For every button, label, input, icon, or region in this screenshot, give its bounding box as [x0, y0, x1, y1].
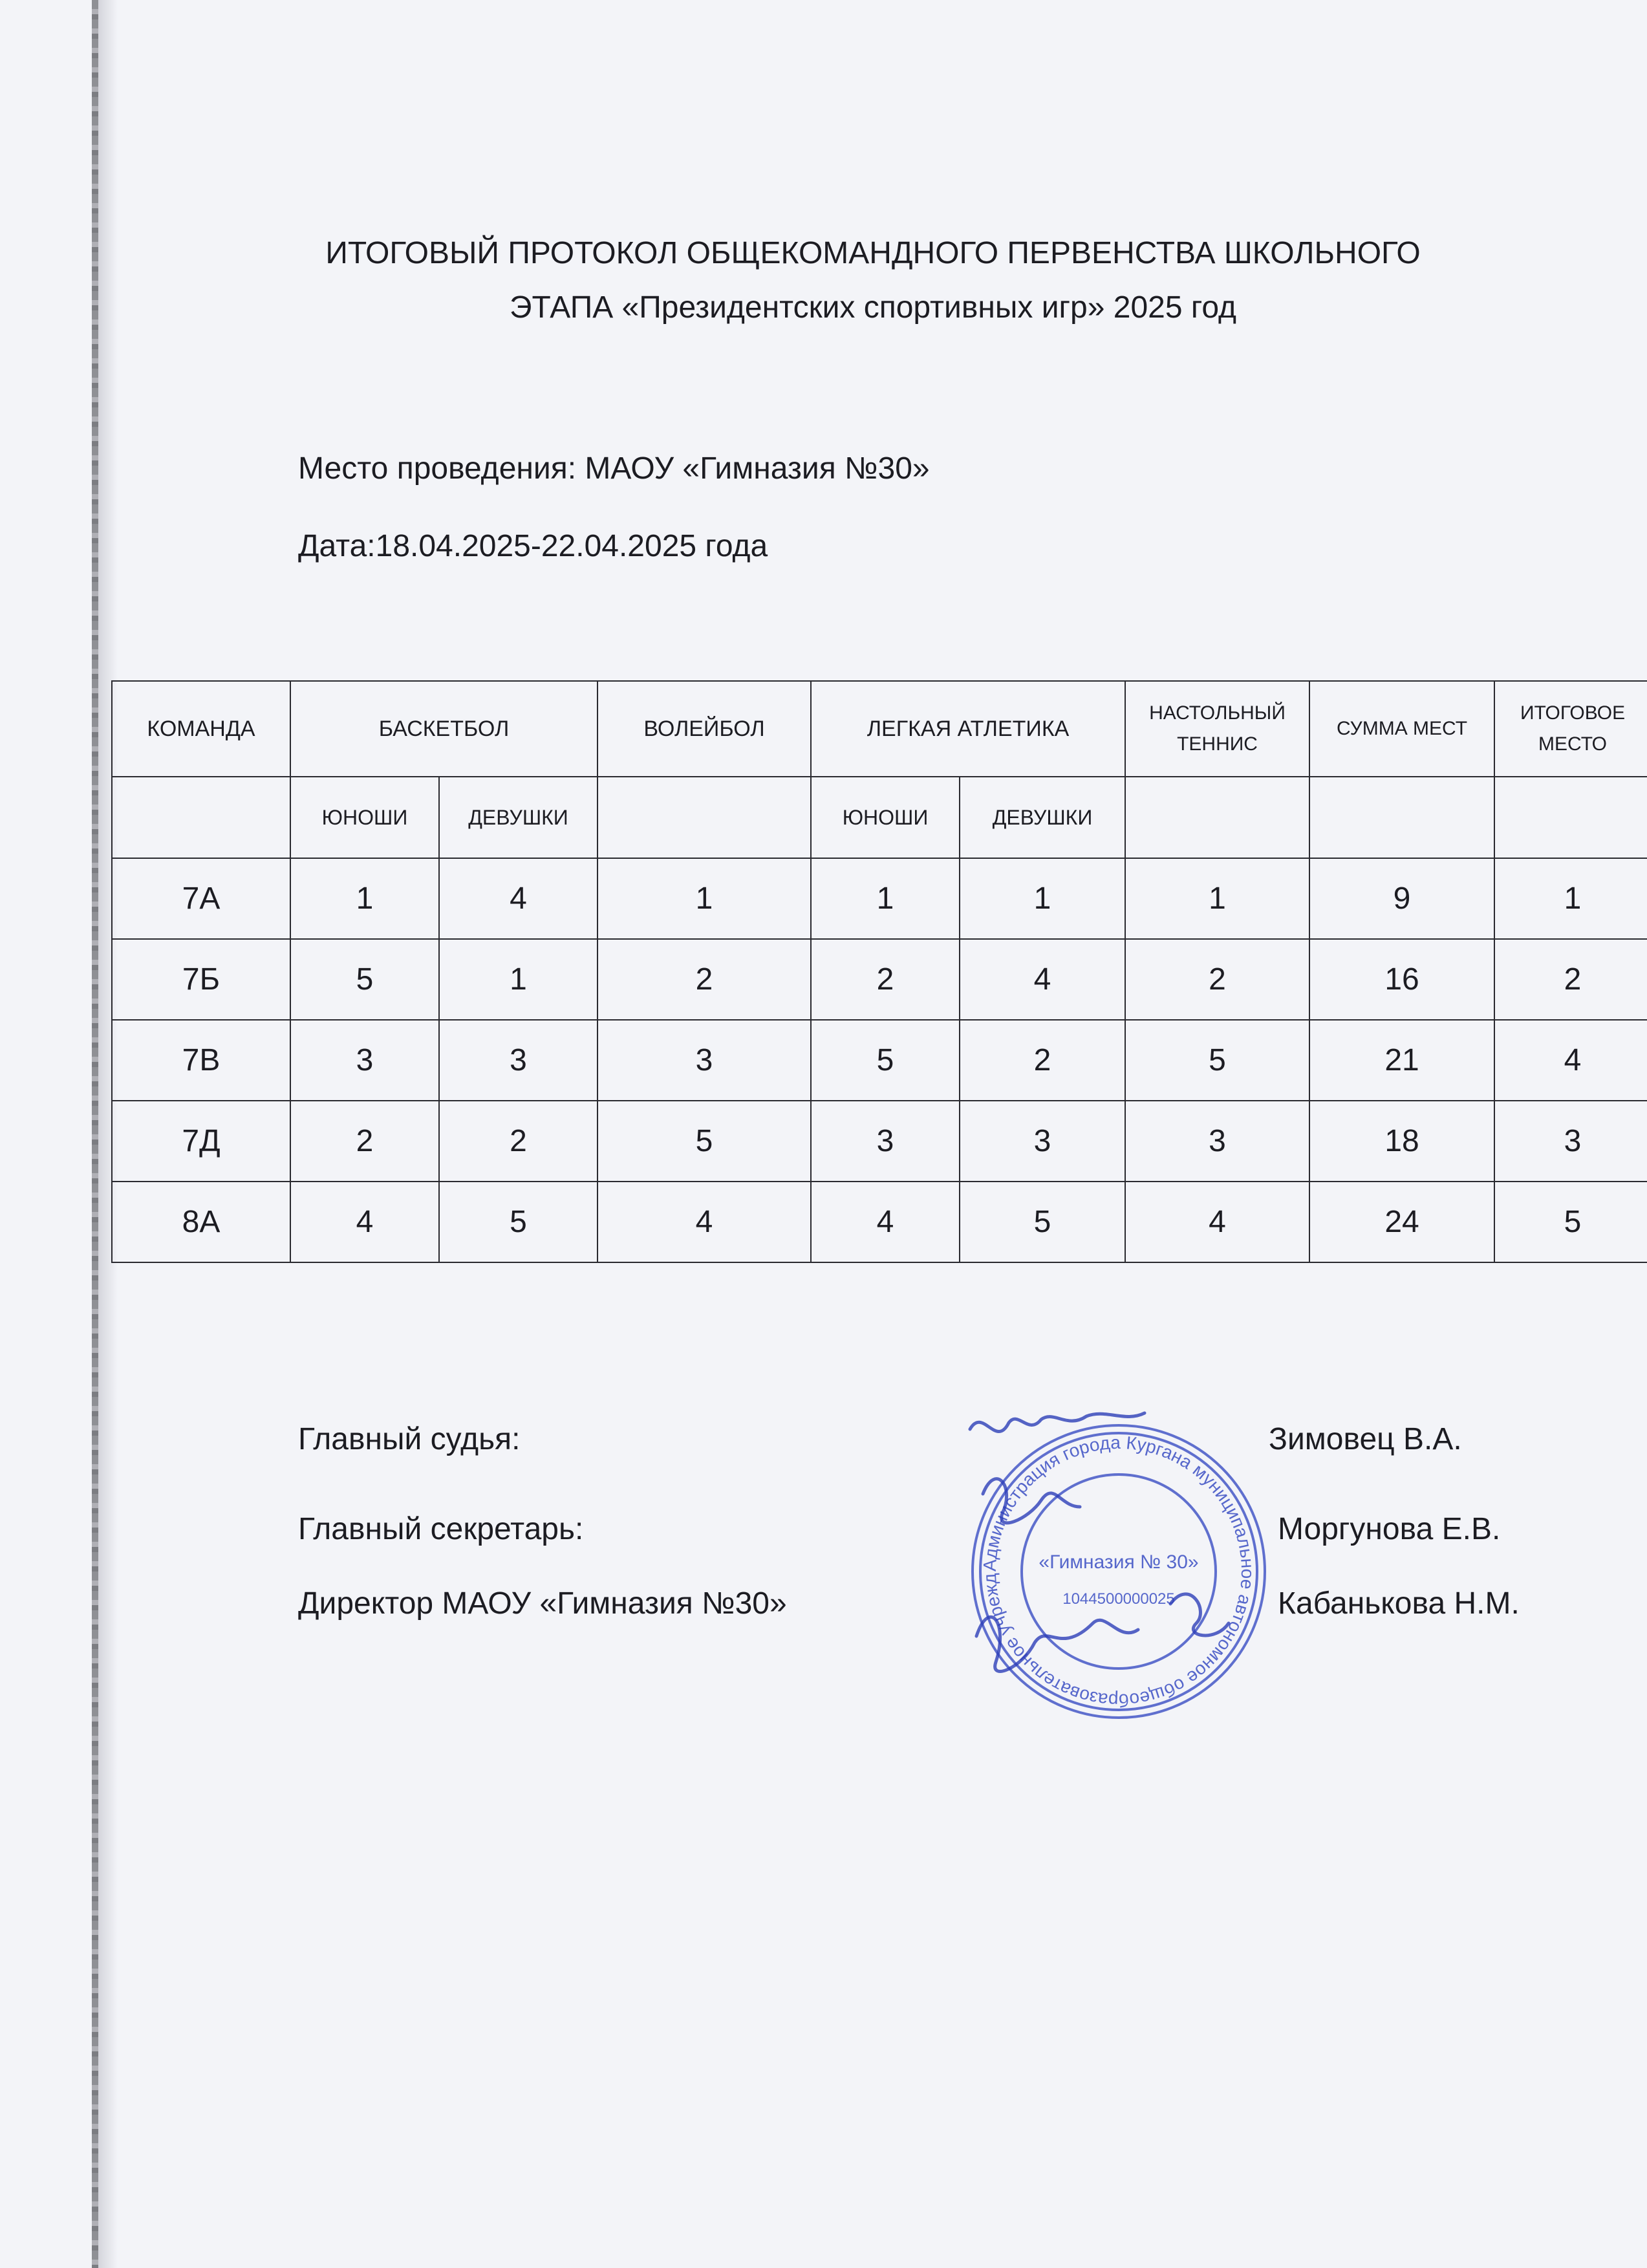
cell-ath-girls: 1: [960, 858, 1125, 939]
subheader-ath-girls: ДЕВУШКИ: [960, 777, 1125, 858]
title-line-2: ЭТАПА «Президентских спортивных игр» 2025 год: [510, 290, 1236, 325]
cell-team: 7Д: [112, 1101, 290, 1182]
cell-bb-girls: 2: [439, 1101, 597, 1182]
results-table: [111, 680, 1647, 1263]
cell-team: 8А: [112, 1182, 290, 1262]
cell-bb-boys: 5: [290, 939, 439, 1020]
cell-volleyball: 3: [597, 1020, 811, 1101]
subheader-empty: [1494, 777, 1647, 858]
table-row: [112, 1182, 1647, 1262]
header-final: ИТОГОВОЕ МЕСТО: [1494, 681, 1647, 777]
cell-volleyball: 5: [597, 1101, 811, 1182]
cell-sum: 9: [1309, 858, 1494, 939]
signature-name-director: Кабанькова Н.М.: [1278, 1586, 1520, 1621]
cell-final: 5: [1494, 1182, 1647, 1262]
cell-sum: 16: [1309, 939, 1494, 1020]
cell-tennis: 5: [1125, 1020, 1309, 1101]
cell-tennis: 3: [1125, 1101, 1309, 1182]
cell-volleyball: 2: [597, 939, 811, 1020]
signature-role-chief-secretary: Главный секретарь:: [298, 1512, 584, 1546]
subheader-empty: [1309, 777, 1494, 858]
cell-tennis: 4: [1125, 1182, 1309, 1262]
cell-volleyball: 4: [597, 1182, 811, 1262]
cell-bb-girls: 5: [439, 1182, 597, 1262]
cell-bb-boys: 1: [290, 858, 439, 939]
cell-ath-boys: 5: [811, 1020, 960, 1101]
cell-ath-boys: 1: [811, 858, 960, 939]
cell-ath-boys: 2: [811, 939, 960, 1020]
cell-ath-boys: 4: [811, 1182, 960, 1262]
stamp-number: 1044500000025: [1062, 1590, 1175, 1608]
subheader-bb-girls: ДЕВУШКИ: [439, 777, 597, 858]
header-sum: СУММА МЕСТ: [1309, 681, 1494, 777]
subheader-bb-boys: ЮНОШИ: [290, 777, 439, 858]
cell-sum: 24: [1309, 1182, 1494, 1262]
table-row: [112, 858, 1647, 939]
cell-ath-girls: 4: [960, 939, 1125, 1020]
cell-final: 2: [1494, 939, 1647, 1020]
signature-role-director: Директор МАОУ «Гимназия №30»: [298, 1586, 787, 1621]
subheader-row: [112, 777, 1647, 858]
official-stamp: [957, 1410, 1280, 1733]
cell-ath-girls: 3: [960, 1101, 1125, 1182]
table-row: [112, 1020, 1647, 1101]
subheader-ath-boys: ЮНОШИ: [811, 777, 960, 858]
stamp-graphic: [957, 1410, 1280, 1733]
signature-role-chief-judge: Главный судья:: [298, 1422, 521, 1456]
title-line-1: ИТОГОВЫЙ ПРОТОКОЛ ОБЩЕКОМАНДНОГО ПЕРВЕНСТВА ШКОЛЬНОГО: [325, 236, 1421, 270]
cell-bb-girls: 1: [439, 939, 597, 1020]
subheader-empty: [1125, 777, 1309, 858]
header-athletics: ЛЕГКАЯ АТЛЕТИКА: [811, 681, 1125, 777]
cell-ath-girls: 5: [960, 1182, 1125, 1262]
signature-name-chief-judge: Зимовец В.А.: [1269, 1422, 1462, 1456]
table-row: [112, 939, 1647, 1020]
header-tennis: НАСТОЛЬНЫЙ ТЕННИС: [1125, 681, 1309, 777]
cell-sum: 21: [1309, 1020, 1494, 1101]
event-date: Дата:18.04.2025-22.04.2025 года: [298, 529, 768, 563]
cell-bb-girls: 4: [439, 858, 597, 939]
header-row: [112, 681, 1647, 777]
cell-final: 3: [1494, 1101, 1647, 1182]
stamp-inner-text: «Гимназия № 30»: [1039, 1551, 1199, 1573]
cell-final: 4: [1494, 1020, 1647, 1101]
cell-tennis: 2: [1125, 939, 1309, 1020]
header-volleyball: ВОЛЕЙБОЛ: [597, 681, 811, 777]
header-basketball: БАСКЕТБОЛ: [290, 681, 597, 777]
cell-team: 7А: [112, 858, 290, 939]
cell-team: 7В: [112, 1020, 290, 1101]
cell-volleyball: 1: [597, 858, 811, 939]
cell-ath-girls: 2: [960, 1020, 1125, 1101]
cell-bb-boys: 4: [290, 1182, 439, 1262]
cell-bb-girls: 3: [439, 1020, 597, 1101]
cell-final: 1: [1494, 858, 1647, 939]
signature-name-chief-secretary: Моргунова Е.В.: [1278, 1512, 1501, 1546]
cell-bb-boys: 2: [290, 1101, 439, 1182]
stamp-outer-text: Администрация города Кургана муниципальное автономное общеобразовательное учрежд: [979, 1432, 1258, 1711]
subheader-empty: [597, 777, 811, 858]
venue: Место проведения: МАОУ «Гимназия №30»: [298, 451, 930, 486]
table-row: [112, 1101, 1647, 1182]
cell-ath-boys: 3: [811, 1101, 960, 1182]
cell-tennis: 1: [1125, 858, 1309, 939]
cell-team: 7Б: [112, 939, 290, 1020]
cell-sum: 18: [1309, 1101, 1494, 1182]
binding-edge: [92, 0, 98, 2268]
header-team: КОМАНДА: [112, 681, 290, 777]
cell-bb-boys: 3: [290, 1020, 439, 1101]
subheader-empty: [112, 777, 290, 858]
